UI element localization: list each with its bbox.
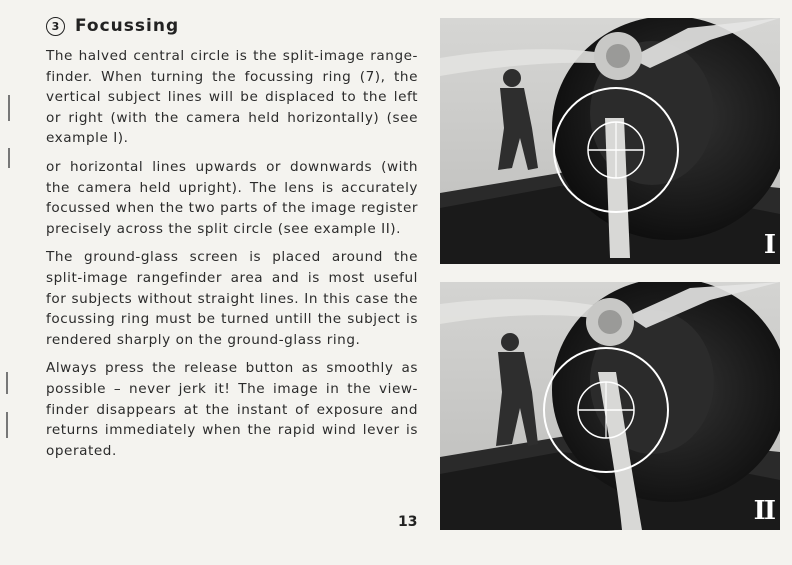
example-label-1: I [763, 230, 774, 260]
paragraph: Always press the release button as smoothly as possible – never jerk it! The image in the view-finder disappears at the instant of exposure and returns immediately when the rapid wind lever is operated. [46, 360, 418, 459]
paragraph: The ground-glass screen is placed around the split-image rangefinder area and is most useful for subjects without straight lines. In this case the focussing ring must be turned untill the subject is rendered sharply on the ground-glass ring. [46, 249, 418, 348]
section-heading [46, 16, 179, 36]
body-text [46, 46, 418, 469]
example-photo-2 [440, 282, 780, 530]
example-photo-1 [440, 18, 780, 264]
margin-mark [8, 148, 10, 168]
section-title: Focussing [75, 16, 180, 36]
propeller-photo-1 [440, 18, 780, 264]
example-label-2: II [753, 496, 774, 526]
margin-mark [8, 95, 10, 121]
propeller-photo-2 [440, 282, 780, 530]
section-number: 3 [46, 17, 65, 36]
page-number: 13 [398, 514, 418, 530]
margin-mark [6, 372, 8, 394]
paragraph: or horizontal lines upwards or downwards (with the camera held upright). The lens is accurately focussed when the two parts of the image register precisely across the split circle (see example II). [46, 158, 418, 237]
margin-mark [6, 412, 8, 438]
paragraph: The halved central circle is the split-image range-finder. When turning the focussing ring (7), the vertical subject lines will be displaced to the left or right (with the camera held horizontally) (see example I). [46, 48, 418, 147]
